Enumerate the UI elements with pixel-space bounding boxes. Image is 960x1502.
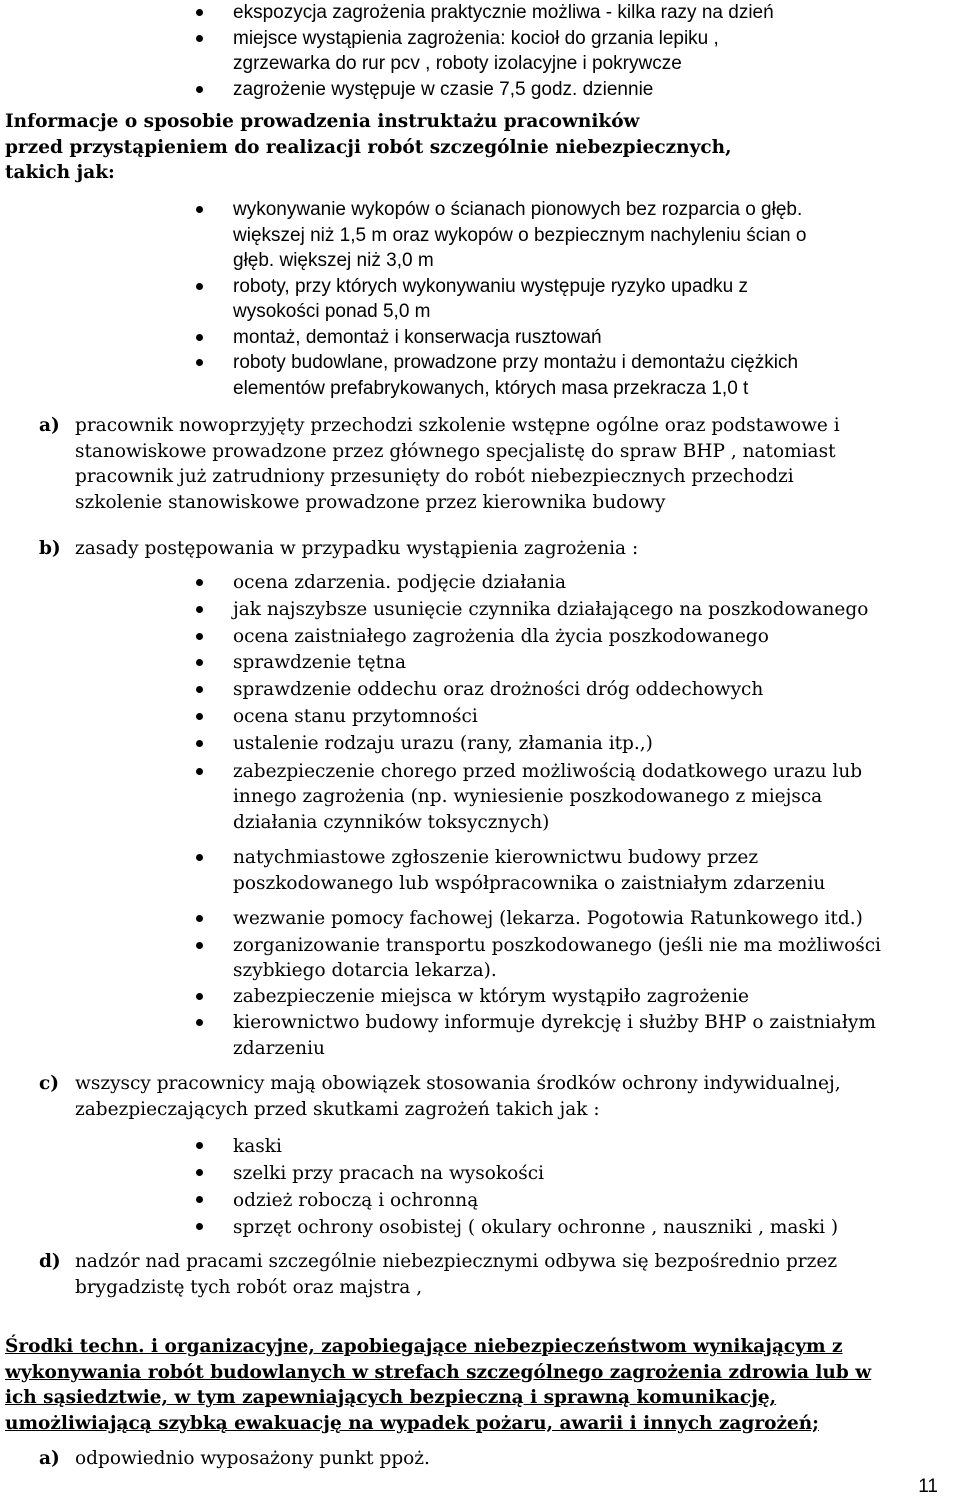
list-item: sprzęt ochrony osobistej ( okulary ochronne , nauszniki , maski ) (190, 1214, 838, 1241)
emergency-bullet-list-2 (190, 845, 825, 896)
list-item: ustalenie rodzaju urazu (rany, złamania itp.,) (190, 731, 868, 758)
list-item: jak najszybsze usunięcie czynnika działającego na poszkodowanego (190, 597, 868, 624)
list-item: wezwanie pomocy fachowej (lekarza. Pogotowia Ratunkowego itd.) (190, 906, 881, 933)
paragraph-marker: c) (39, 1073, 60, 1094)
section-heading-measures: Środki techn. i organizacyjne, zapobiegające niebezpieczeństwom wynikającym z wykonywania robót budowlanych w strefach szczególnego zagrożenia zdrowia lub w ich sąsiedztwie, w tym zapewniających bezpieczną i sprawną komunikację, umożliwiającą szybką ewakuację na wypadek pożaru, awarii i innych zagrożeń; (5, 1336, 872, 1434)
list-item: roboty, przy których wykonywaniu występuje ryzyko upadku z wysokości ponad 5,0 m (190, 274, 806, 325)
list-item: kierownictwo budowy informuje dyrekcję i służby BHP o zaistniałym zdarzeniu (190, 1010, 881, 1061)
list-item: zorganizowanie transportu poszkodowanego (jeśli nie ma możliwości szybkiego dotarcia lekarza). (190, 933, 881, 984)
list-item: zagrożenie występuje w czasie 7,5 godz. dziennie (190, 77, 774, 103)
list-item: ocena zaistniałego zagrożenia dla życia poszkodowanego (190, 624, 868, 651)
top-bullet-list (190, 0, 774, 102)
list-item: natychmiastowe zgłoszenie kierownictwu budowy przez poszkodowanego lub współpracownika o zaistniałym zdarzeniu (190, 845, 825, 896)
instruction-bullet-list (190, 197, 806, 401)
list-item: ocena stanu przytomności (190, 704, 868, 731)
paragraph-text: wszyscy pracownicy mają obowiązek stosowania środków ochrony indywidualnej, zabezpieczających przed skutkami zagrożeń takich jak : (75, 1073, 841, 1120)
paragraph-marker: a) (39, 415, 60, 436)
emergency-bullet-list-3 (190, 906, 881, 1061)
ppe-bullet-list (190, 1133, 838, 1241)
list-item: ekspozycja zagrożenia praktycznie możliwa - kilka razy na dzień (190, 0, 774, 26)
page-number: 11 (918, 1476, 938, 1497)
list-item: ocena zdarzenia. podjęcie działania (190, 570, 868, 597)
paragraph-text: odpowiednio wyposażony punkt ppoż. (75, 1448, 430, 1469)
list-item: zabezpieczenie miejsca w którym wystąpiło zagrożenie (190, 984, 881, 1011)
list-item: montaż, demontaż i konserwacja rusztowań (190, 325, 806, 351)
list-item: szelki przy pracach na wysokości (190, 1160, 838, 1187)
list-item: miejsce wystąpienia zagrożenia: kocioł do grzania lepiku , zgrzewarka do rur pcv , roboty izolacyjne i pokrywcze (190, 26, 774, 77)
list-item: kaski (190, 1133, 838, 1160)
paragraph-marker: b) (39, 538, 61, 559)
paragraph-text: pracownik nowoprzyjęty przechodzi szkolenie wstępne ogólne oraz podstawowe i stanowiskowe prowadzone przez głównego specjalistę do spraw BHP , natomiast pracownik już zatrudniony przesunięty do robót niebezpiecznych przechodzi szkolenie stanowiskowe prowadzone przez kierownika budowy (75, 415, 840, 513)
paragraph-text: nadzór nad pracami szczególnie niebezpiecznymi odbywa się bezpośrednio przez brygadzistę tych robót oraz majstra , (75, 1251, 838, 1298)
list-item: wykonywanie wykopów o ścianach pionowych bez rozparcia o głęb. większej niż 1,5 m oraz wykopów o bezpiecznym nachyleniu ścian o głęb. większej niż 3,0 m (190, 197, 806, 274)
emergency-bullet-list (190, 570, 868, 835)
paragraph-marker: d) (39, 1251, 61, 1272)
list-item: sprawdzenie tętna (190, 650, 868, 677)
paragraph-marker: a) (39, 1448, 60, 1469)
list-item: roboty budowlane, prowadzone przy montażu i demontażu ciężkich elementów prefabrykowanych, których masa przekracza 1,0 t (190, 350, 806, 401)
list-item: sprawdzenie oddechu oraz drożności dróg oddechowych (190, 677, 868, 704)
list-item: odzież roboczą i ochronną (190, 1187, 838, 1214)
list-item: zabezpieczenie chorego przed możliwością dodatkowego urazu lub innego zagrożenia (np. wyniesienie poszkodowanego z miejsca działania czynników toksycznych) (190, 759, 868, 836)
section-heading-instruction: Informacje o sposobie prowadzenia instruktażu pracowników przed przystąpieniem do realizacji robót szczególnie niebezpiecznych, takich jak: (5, 111, 732, 183)
paragraph-text: zasady postępowania w przypadku wystąpienia zagrożenia : (75, 538, 639, 559)
